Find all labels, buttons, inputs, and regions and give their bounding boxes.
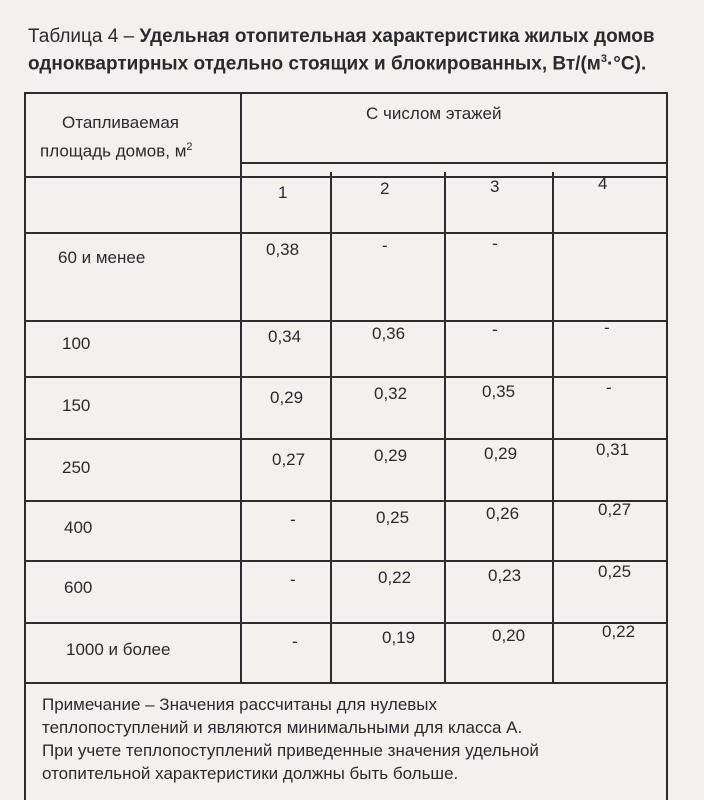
note-line-4: отопительной характеристики должны быть больше. <box>42 764 459 783</box>
area-1000: 1000 и более <box>66 640 171 659</box>
floor-col-2: 2 <box>380 179 390 198</box>
area-header-sup: 2 <box>186 141 193 153</box>
note-line-3: При учете теплопоступлений приведенные значения удельной <box>42 741 539 760</box>
header-divider <box>24 176 668 178</box>
value-r4-c1: 0,27 <box>272 450 306 469</box>
value-r4-c4: 0,31 <box>596 440 630 459</box>
value-r3-c2: 0,32 <box>374 384 408 403</box>
value-r7-c2: 0,19 <box>382 628 416 647</box>
row-divider-2 <box>24 320 668 322</box>
value-r6-c4: 0,25 <box>598 562 632 581</box>
floor-col-4: 4 <box>598 174 608 193</box>
area-150: 150 <box>62 396 91 415</box>
note-line-1: Примечание – Значения рассчитаны для нулевых <box>42 695 438 714</box>
value-r1-c2: - <box>382 236 388 255</box>
floors-top-divider <box>240 162 666 164</box>
value-r3-c1: 0,29 <box>270 388 304 407</box>
value-r3-c3: 0,35 <box>482 382 516 401</box>
value-r5-c2: 0,25 <box>376 508 410 527</box>
value-r6-c3: 0,23 <box>488 566 522 585</box>
caption-title-2: одноквартирных отдельно стоящих и блокированных, Вт/(м <box>28 53 601 75</box>
area-600: 600 <box>64 578 93 597</box>
col-1-divider <box>240 92 242 684</box>
table-border-left <box>24 92 26 800</box>
caption-label: Таблица 4 – <box>28 26 140 47</box>
value-r2-c1: 0,34 <box>268 327 302 346</box>
value-r7-c3: 0,20 <box>492 626 526 645</box>
caption-unit-sup: 3 <box>600 53 607 65</box>
value-r5-c1: - <box>290 510 296 529</box>
row-divider-4 <box>24 438 668 440</box>
value-r6-c2: 0,22 <box>378 568 412 587</box>
row-divider-5 <box>24 500 668 502</box>
row-divider-3 <box>24 376 668 378</box>
note-line-2: теплопоступлений и являются минимальными для класса А. <box>42 718 523 737</box>
value-r1-c1: 0,38 <box>266 240 300 259</box>
value-r1-c3: - <box>492 234 498 253</box>
floors-header: С числом этажей <box>366 104 502 123</box>
area-250: 250 <box>62 458 91 477</box>
row-divider-1 <box>24 232 668 234</box>
value-r2-c3: - <box>492 320 498 339</box>
area-60: 60 и менее <box>58 248 146 267</box>
value-r3-c4: - <box>606 378 612 397</box>
value-r2-c2: 0,36 <box>372 324 406 343</box>
area-header-line-1: Отапливаемая <box>62 113 179 132</box>
area-header-line-2 <box>40 141 193 162</box>
value-r5-c3: 0,26 <box>486 504 520 523</box>
row-divider-6 <box>24 560 668 562</box>
value-r7-c1: - <box>292 632 298 651</box>
row-divider-7 <box>24 622 668 624</box>
value-r4-c2: 0,29 <box>374 446 408 465</box>
value-r5-c4: 0,27 <box>598 500 632 519</box>
note-divider <box>24 682 668 684</box>
floor-col-1: 1 <box>278 183 288 202</box>
table-note <box>42 693 682 785</box>
table-border-top <box>24 92 668 94</box>
floor-col-3: 3 <box>490 177 500 196</box>
caption-title-1: Удельная отопительная характеристика жилых домов <box>139 26 655 47</box>
col-2-divider <box>330 172 332 684</box>
area-400: 400 <box>64 518 93 537</box>
value-r4-c3: 0,29 <box>484 444 518 463</box>
area-header-text: площадь домов, м <box>40 141 187 161</box>
value-r6-c1: - <box>290 570 296 589</box>
caption-unit-tail: ·°С). <box>606 53 647 75</box>
area-100: 100 <box>62 334 91 353</box>
col-3-divider <box>444 172 446 684</box>
value-r2-c4: - <box>604 318 610 337</box>
col-4-divider <box>552 172 554 684</box>
value-r7-c4: 0,22 <box>602 622 636 641</box>
